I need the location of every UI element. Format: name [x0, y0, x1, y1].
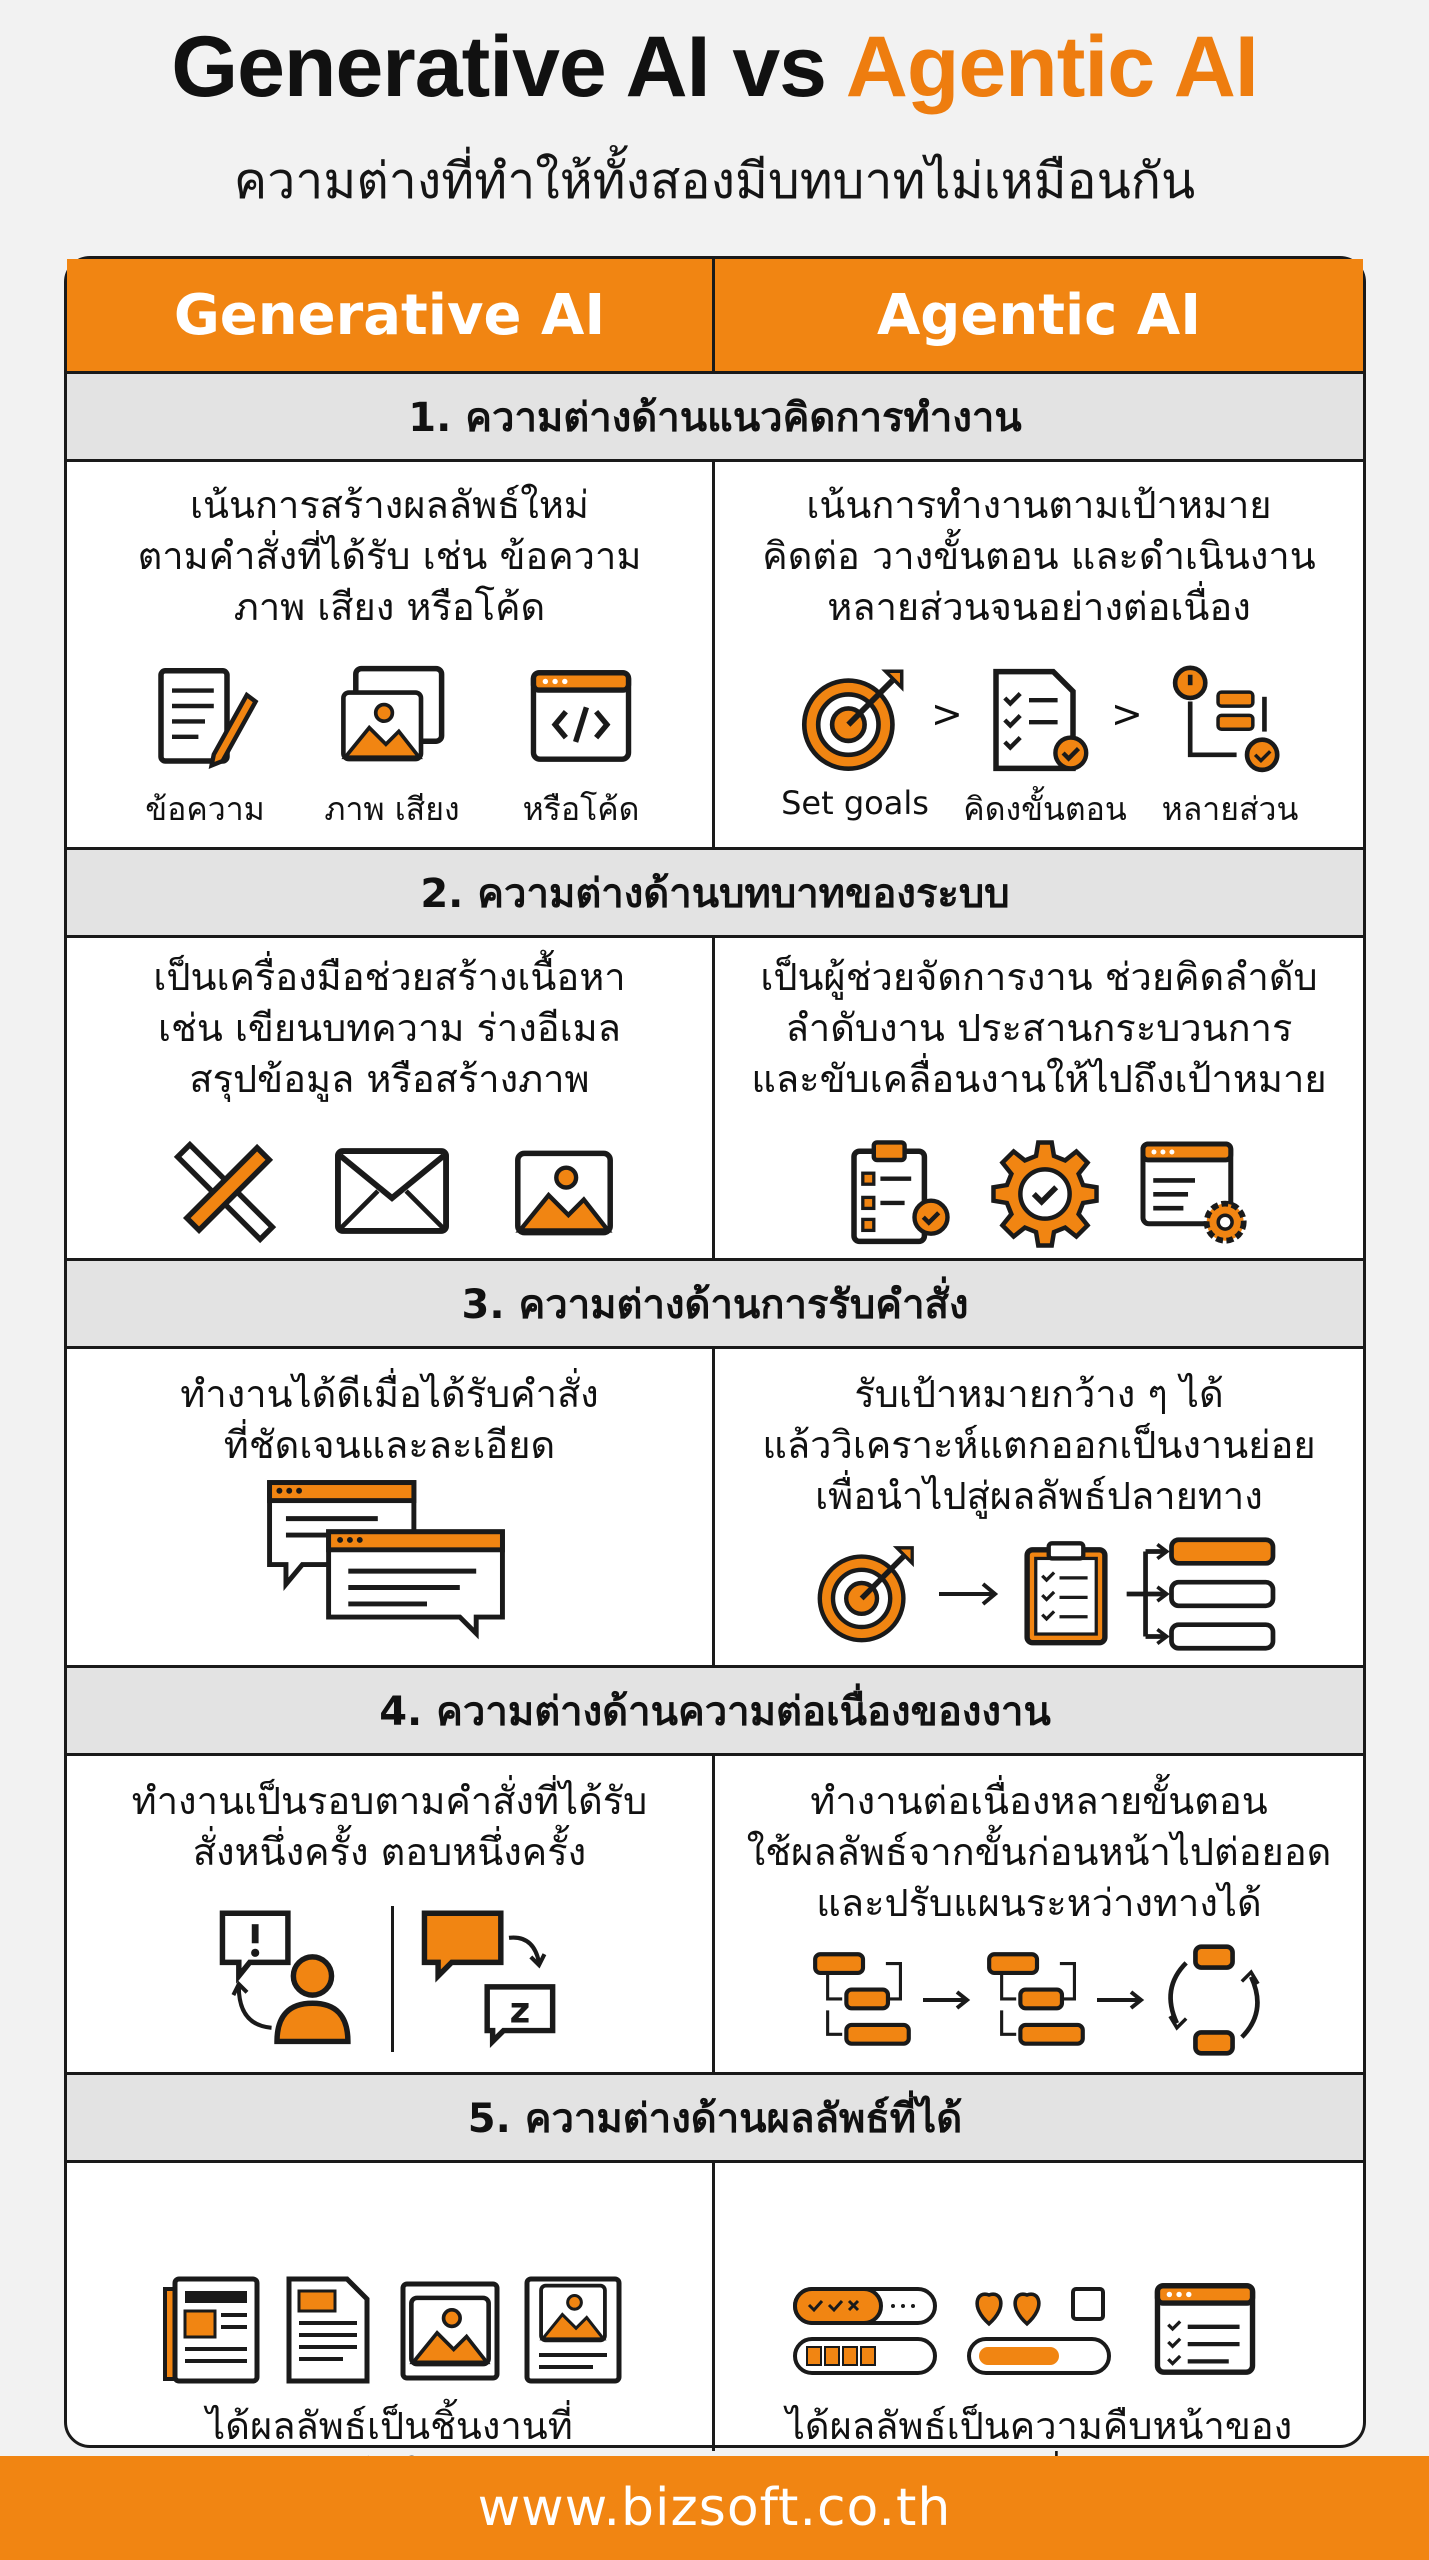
icon-caption: ภาพ เสียง — [324, 790, 460, 828]
image-icon — [509, 1138, 619, 1248]
svg-text:z: z — [509, 1990, 531, 2032]
hearts-progress-icon — [965, 2283, 1115, 2379]
envelope-icon — [333, 1144, 451, 1238]
arrow-right-icon — [1095, 1988, 1145, 2012]
clipboard-list-icon — [1021, 1539, 1111, 1647]
section-title: 5. ความต่างด้านผลลัพธ์ที่ได้ — [67, 2075, 1363, 2163]
progress-bars-icon — [791, 2283, 941, 2379]
arrow-right-icon — [937, 1579, 999, 1609]
cycle-icon — [1155, 1942, 1273, 2058]
workflow-icon — [1167, 662, 1283, 778]
website-link[interactable]: www.bizsoft.co.th — [477, 2478, 952, 2538]
section-4-generative — [67, 1756, 715, 2072]
section-2-agentic — [715, 938, 1363, 1258]
table-header — [67, 259, 1363, 374]
framed-image-icon — [397, 2281, 503, 2381]
flow-step-icon — [985, 1948, 1089, 2052]
icon-caption: คิดงขั้นตอน — [963, 790, 1127, 828]
task-branches-icon — [1123, 1535, 1279, 1653]
section-5 — [67, 2075, 1363, 2451]
flow-step-icon — [811, 1948, 915, 2052]
clipboard-check-icon — [843, 1138, 953, 1248]
separator: > — [931, 692, 963, 736]
section-4 — [67, 1668, 1363, 2075]
section-5-generative — [67, 2163, 715, 2451]
section-description: เป็นเครื่องมือช่วยสร้างเนื้อหา เช่น เขียนบทความ ร่างอีเมล สรุปข้อมูล หรือสร้างภาพ — [153, 955, 626, 1101]
section-description: ได้ผลลัพธ์เป็นชิ้นงานที่ — [206, 2404, 573, 2448]
section-4-agentic — [715, 1756, 1363, 2072]
column-header-agentic: Agentic AI — [876, 282, 1202, 348]
section-2-generative — [67, 938, 715, 1258]
section-title: 4. ความต่างด้านความต่อเนื่องของงาน — [67, 1668, 1363, 1756]
section-2 — [67, 850, 1363, 1261]
section-5-agentic — [715, 2163, 1363, 2451]
ruler-pencil-icon — [171, 1138, 279, 1246]
section-description: ได้ผลลัพธ์เป็นความคืบหน้าของ — [785, 2404, 1293, 2448]
section-1-generative — [67, 462, 715, 847]
section-description: เป็นผู้ช่วยจัดการงาน ช่วยคิดลำดับ ลำดับงาน ประสานกระบวนการ และขับเคลื่อนงานให้ไปถึงเป้าหมาย — [751, 955, 1327, 1101]
page-title: Generative AI vs Agentic AI — [171, 19, 1258, 115]
section-3-generative — [67, 1349, 715, 1665]
page-subtitle: ความต่างที่ทำให้ทั้งสองมีบทบาทไม่เหมือนกัน — [233, 152, 1196, 210]
section-title: 1. ความต่างด้านแนวคิดการทำงาน — [67, 374, 1363, 462]
icon-caption: Set goals — [781, 784, 929, 822]
document-icon — [281, 2275, 375, 2385]
user-alert-icon — [217, 1906, 367, 2046]
code-window-icon — [523, 662, 639, 770]
section-description: ทำงานเป็นรอบตามคำสั่งที่ได้รับ สั่งหนึ่งครั้ง ตอบหนึ่งครั้ง — [131, 1779, 648, 1874]
target-icon — [811, 1539, 921, 1649]
footer-url — [0, 2456, 1429, 2560]
section-title: 2. ความต่างด้านบทบาทของระบบ — [67, 850, 1363, 938]
checklist-window-icon — [1143, 2275, 1267, 2383]
document-pencil-icon — [147, 662, 263, 772]
section-1 — [67, 374, 1363, 850]
arrow-right-icon — [921, 1988, 971, 2012]
section-description: เน้นการทำงานตามเป้าหมาย คิดต่อ วางขั้นตอน และดำเนินงาน หลายส่วนจนอย่างต่อเนื่อง — [762, 483, 1316, 629]
icon-caption: หลายส่วน — [1161, 790, 1299, 828]
comparison-table — [64, 256, 1366, 2448]
icon-caption: หรือโค้ด — [522, 790, 640, 828]
window-gear-icon — [1135, 1134, 1255, 1250]
column-header-generative: Generative AI — [67, 259, 715, 371]
section-3 — [67, 1261, 1363, 1668]
icon-caption: ข้อความ — [145, 790, 265, 828]
target-icon — [795, 662, 911, 778]
section-description: ทำงานได้ดีเมื่อได้รับคำสั่ง ที่ชัดเจนและละเอียด — [180, 1372, 599, 1467]
newspaper-icon — [161, 2275, 261, 2385]
section-description: เน้นการสร้างผลลัพธ์ใหม่ ตามคำสั่งที่ได้รับ เช่น ข้อความ ภาพ เสียง หรือโค้ด — [137, 483, 642, 629]
section-1-agentic — [715, 462, 1363, 847]
chat-sleep-icon — [419, 1906, 569, 2046]
image-document-icon — [523, 2275, 623, 2385]
chat-windows-icon — [263, 1475, 509, 1641]
section-description: ทำงานต่อเนื่องหลายขั้นตอน ใช้ผลลัพธ์จากขั้นก่อนหน้าไปต่อยอด และปรับแผนระหว่างทางได้ — [746, 1779, 1332, 1925]
gear-check-icon — [989, 1138, 1101, 1250]
image-gallery-icon — [332, 662, 450, 772]
checklist-icon — [985, 662, 1095, 778]
divider — [391, 1906, 394, 2052]
separator: > — [1111, 692, 1143, 736]
section-description: รับเป้าหมายกว้าง ๆ ได้ แล้ววิเคราะห์แตกออกเป็นงานย่อย เพื่อนำไปสู่ผลลัพธ์ปลายทาง — [762, 1372, 1316, 1518]
section-3-agentic — [715, 1349, 1363, 1665]
section-title: 3. ความต่างด้านการรับคำสั่ง — [67, 1261, 1363, 1349]
